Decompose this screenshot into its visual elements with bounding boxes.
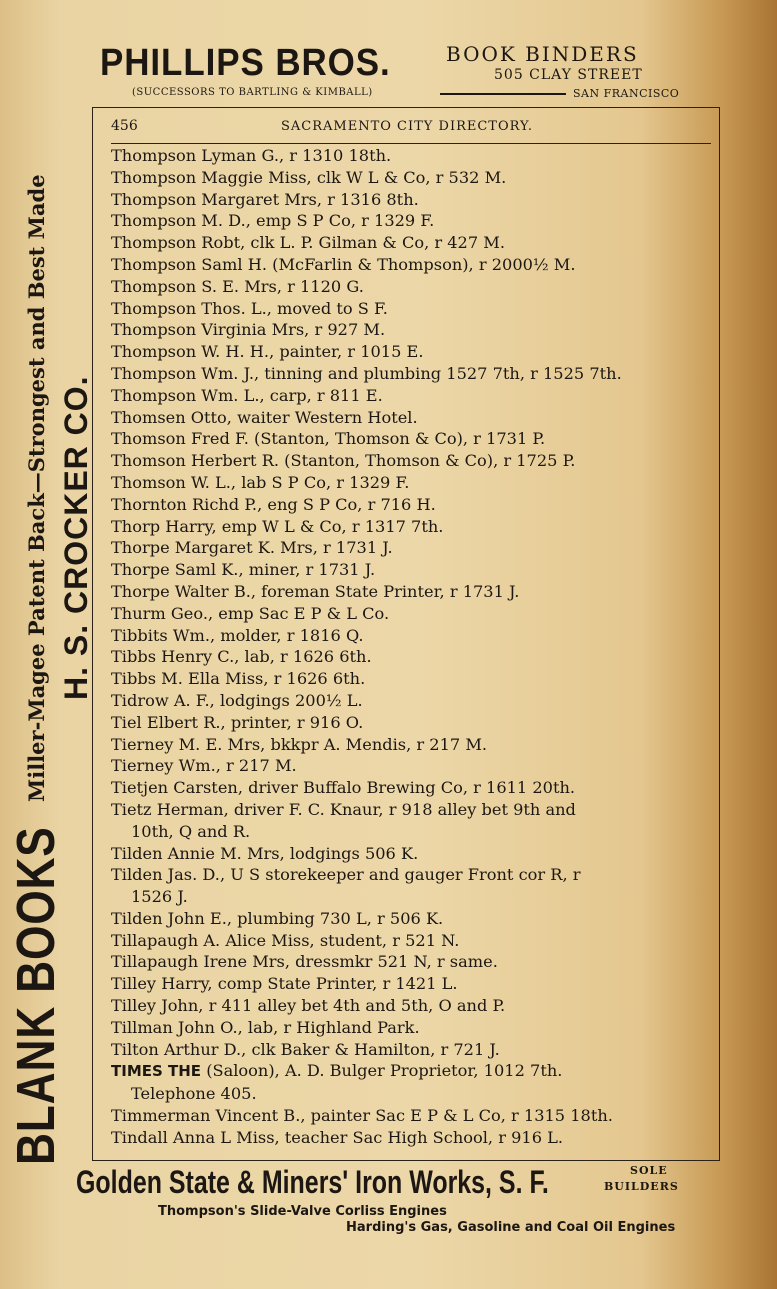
directory-entry xyxy=(111,995,711,1017)
entry-text: Thorpe Saml K., miner, r 1731 J. xyxy=(111,560,376,580)
directory-entry xyxy=(111,145,711,167)
directory-entry xyxy=(111,734,711,756)
city-text: SAN FRANCISCO xyxy=(573,87,680,100)
directory-entry xyxy=(111,755,711,777)
directory-entry xyxy=(111,646,711,668)
directory-entry xyxy=(111,210,711,232)
directory-entries xyxy=(111,145,711,1149)
entry-text: Tilden John E., plumbing 730 L, r 506 K. xyxy=(111,908,444,928)
entry-text: Tillapaugh A. Alice Miss, student, r 521 N. xyxy=(111,930,460,950)
directory-entry xyxy=(111,189,711,211)
entry-text: (Saloon), A. D. Bulger Proprietor, 1012 7th. xyxy=(201,1061,563,1081)
directory-entry xyxy=(111,407,711,429)
directory-entry xyxy=(111,777,711,799)
entry-text: Tidrow A. F., lodgings 200½ L. xyxy=(111,690,363,710)
entry-text: Thompson Saml H. (McFarlin & Thompson), r 2000½ M. xyxy=(111,254,576,274)
entry-text: Thompson Thos. L., moved to S F. xyxy=(111,298,388,318)
directory-entry xyxy=(111,559,711,581)
successors-text: (SUCCESSORS TO BARTLING & KIMBALL) xyxy=(132,87,373,98)
directory-entry xyxy=(111,1083,711,1105)
directory-entry xyxy=(111,690,711,712)
directory-entry xyxy=(111,341,711,363)
directory-entry xyxy=(111,625,711,647)
vertical-ad-crocker xyxy=(56,300,96,700)
directory-entry xyxy=(111,712,711,734)
entry-text: Thornton Richd P., eng S P Co, r 716 H. xyxy=(111,494,436,514)
directory-entry xyxy=(111,908,711,930)
entry-text: Thompson Margaret Mrs, r 1316 8th. xyxy=(111,189,419,209)
entry-text: Tierney Wm., r 217 M. xyxy=(111,756,297,776)
entry-text: Thompson S. E. Mrs, r 1120 G. xyxy=(111,276,364,296)
entry-text: Tilden Jas. D., U S storekeeper and gauger Front cor R, r xyxy=(111,865,581,885)
entry-text: 10th, Q and R. xyxy=(131,821,251,841)
directory-entry xyxy=(111,537,711,559)
directory-entry xyxy=(111,843,711,865)
entry-text: Tilton Arthur D., clk Baker & Hamilton, r 721 J. xyxy=(111,1039,500,1059)
entry-text: Tierney M. E. Mrs, bkkpr A. Mendis, r 217 M. xyxy=(111,734,488,754)
entry-bold-name: TIMES THE xyxy=(111,1062,202,1081)
directory-entry xyxy=(111,973,711,995)
directory-entry xyxy=(111,494,711,516)
entry-text: Tietjen Carsten, driver Buffalo Brewing Co, r 1611 20th. xyxy=(111,778,576,798)
page-number: 456 xyxy=(111,118,138,134)
entry-text: Thomson Fred F. (Stanton, Thomson & Co), r 1731 P. xyxy=(111,429,546,449)
directory-entry xyxy=(111,472,711,494)
directory-entry xyxy=(111,276,711,298)
directory-entry xyxy=(111,1017,711,1039)
title-rule xyxy=(111,143,711,144)
directory-entry xyxy=(111,1060,711,1083)
directory-entry xyxy=(111,319,711,341)
address-text: 505 CLAY STREET xyxy=(494,67,643,83)
directory-entry xyxy=(111,951,711,973)
page-title: SACRAMENTO CITY DIRECTORY. xyxy=(281,119,534,134)
entry-text: 1526 J. xyxy=(131,887,188,907)
entry-text: Thomson Herbert R. (Stanton, Thomson & Co), r 1725 P. xyxy=(111,451,576,471)
entry-text: Tilden Annie M. Mrs, lodgings 506 K. xyxy=(111,843,419,863)
crocker-text: H. S. CROCKER CO. xyxy=(57,375,94,700)
directory-entry xyxy=(111,864,711,886)
golden-state-text: Golden State & Miners' Iron Works, S. F. xyxy=(76,1164,549,1200)
entry-text: Tilley Harry, comp State Printer, r 1421 L. xyxy=(111,974,458,994)
entry-text: Thomson W. L., lab S P Co, r 1329 F. xyxy=(111,472,410,492)
entry-text: Thompson Virginia Mrs, r 927 M. xyxy=(111,320,386,340)
directory-entry xyxy=(111,254,711,276)
entry-text: Thompson Wm. J., tinning and plumbing 1527 7th, r 1525 7th. xyxy=(111,363,622,383)
blank-books-text: BLANK BOOKS xyxy=(6,826,66,1165)
entry-text: Thompson Wm. L., carp, r 811 E. xyxy=(111,385,383,405)
directory-entry xyxy=(111,603,711,625)
directory-entry xyxy=(111,1127,711,1149)
directory-entry xyxy=(111,298,711,320)
entry-text: Thompson M. D., emp S P Co, r 1329 F. xyxy=(111,211,435,231)
directory-entry xyxy=(111,799,711,821)
directory-entry xyxy=(111,668,711,690)
entry-text: Tiel Elbert R., printer, r 916 O. xyxy=(111,712,364,732)
entry-text: Thurm Geo., emp Sac E P & L Co. xyxy=(111,603,390,623)
directory-entry xyxy=(111,428,711,450)
entry-text: Telephone 405. xyxy=(131,1084,257,1104)
miller-magee-text: Miller-Magee Patent Back—Strongest and Best Made xyxy=(23,174,49,802)
directory-entry xyxy=(111,385,711,407)
entry-text: Thompson Robt, clk L. P. Gilman & Co, r 427 M. xyxy=(111,233,506,253)
directory-entry xyxy=(111,363,711,385)
entry-text: Thorp Harry, emp W L & Co, r 1317 7th. xyxy=(111,516,444,536)
engines-line-1: Thompson's Slide-Valve Corliss Engines xyxy=(158,1204,447,1219)
entry-text: Tietz Herman, driver F. C. Knaur, r 918 alley bet 9th and xyxy=(111,799,576,819)
directory-entry xyxy=(111,821,711,843)
directory-entry xyxy=(111,1105,711,1127)
entry-text: Timmerman Vincent B., painter Sac E P & L Co, r 1315 18th. xyxy=(111,1106,613,1126)
entry-text: Tillman John O., lab, r Highland Park. xyxy=(111,1017,420,1037)
footer-advertisement xyxy=(0,1158,777,1278)
entry-text: Thorpe Margaret K. Mrs, r 1731 J. xyxy=(111,538,393,558)
directory-entry xyxy=(111,581,711,603)
entry-text: Thomsen Otto, waiter Western Hotel. xyxy=(111,407,418,427)
entry-text: Thompson W. H. H., painter, r 1015 E. xyxy=(111,342,424,362)
sole-text: SOLE xyxy=(630,1164,668,1177)
directory-entry xyxy=(111,886,711,908)
directory-entry xyxy=(111,1039,711,1061)
header-rule xyxy=(440,93,566,95)
directory-entry xyxy=(111,516,711,538)
entry-text: Tibbs M. Ella Miss, r 1626 6th. xyxy=(111,669,366,689)
directory-page xyxy=(92,107,720,1161)
entry-text: Thorpe Walter B., foreman State Printer, r 1731 J. xyxy=(111,581,520,601)
entry-text: Tibbs Henry C., lab, r 1626 6th. xyxy=(111,647,372,667)
entry-text: Tibbits Wm., molder, r 1816 Q. xyxy=(111,625,364,645)
header-advertisement xyxy=(100,38,700,108)
entry-text: Tindall Anna L Miss, teacher Sac High School, r 916 L. xyxy=(111,1127,564,1147)
entry-text: Tillapaugh Irene Mrs, dressmkr 521 N, r same. xyxy=(111,952,498,972)
entry-text: Tilley John, r 411 alley bet 4th and 5th, O and P. xyxy=(111,996,506,1016)
entry-text: Thompson Lyman G., r 1310 18th. xyxy=(111,146,392,165)
directory-entry xyxy=(111,450,711,472)
sidebar-advertisement xyxy=(6,60,94,1170)
engines-line-2: Harding's Gas, Gasoline and Coal Oil Engines xyxy=(346,1220,676,1235)
directory-entry xyxy=(111,167,711,189)
directory-entry xyxy=(111,930,711,952)
book-binders-text: BOOK BINDERS xyxy=(446,42,639,66)
phillips-bros-title: PHILLIPS BROS. xyxy=(100,42,391,84)
entry-text: Thompson Maggie Miss, clk W L & Co, r 532 M. xyxy=(111,167,507,187)
builders-text: BUILDERS xyxy=(604,1180,679,1193)
directory-entry xyxy=(111,232,711,254)
